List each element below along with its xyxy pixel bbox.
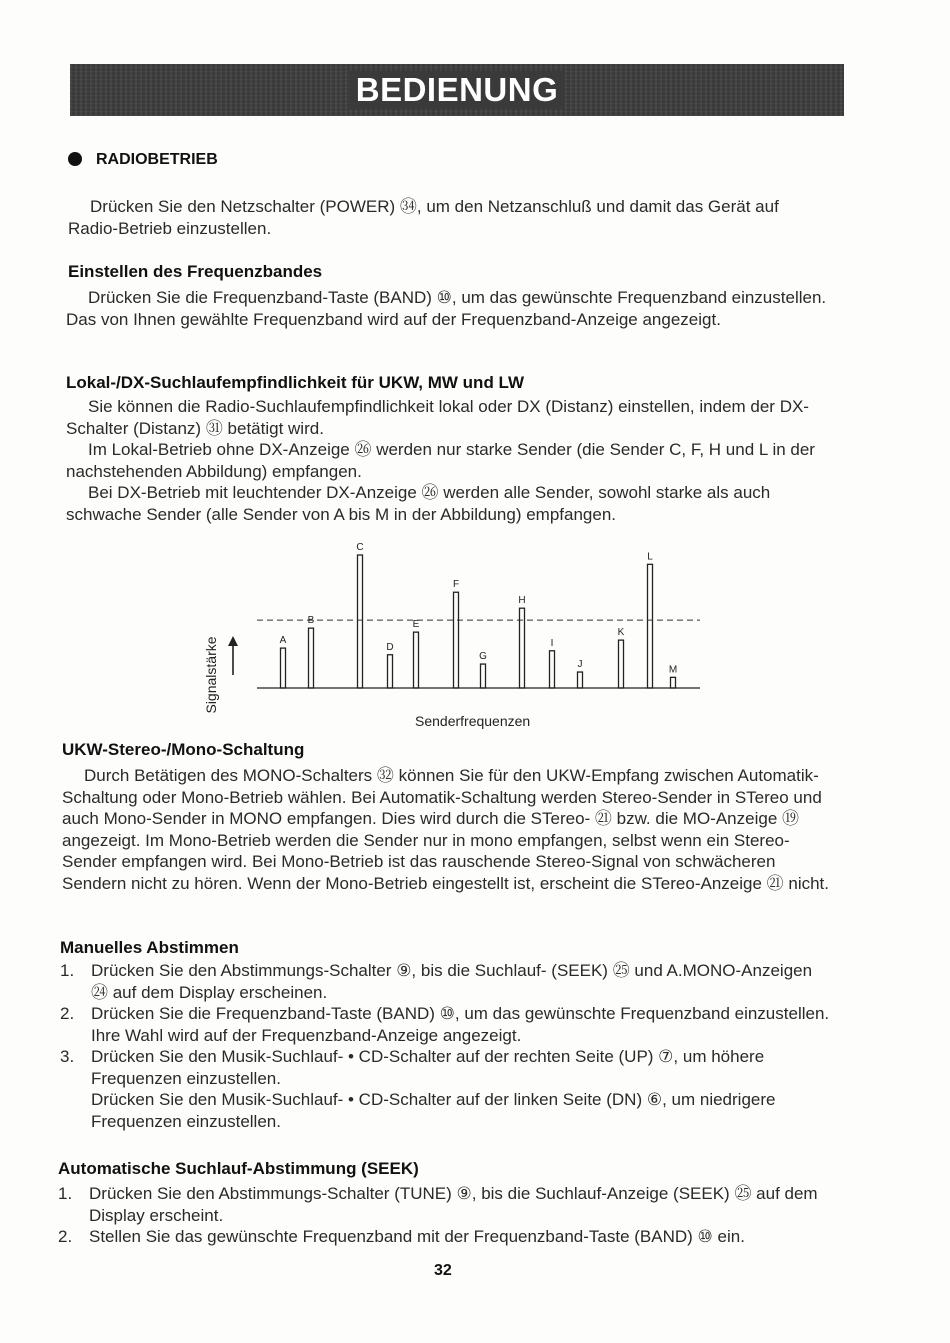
list-number: 2. xyxy=(60,1004,75,1023)
heading-stereo-mono: UKW-Stereo-/Mono-Schaltung xyxy=(62,740,305,759)
chart-bar-label-d: D xyxy=(386,641,394,653)
list-number: 3. xyxy=(60,1047,75,1066)
list-item xyxy=(58,1183,830,1226)
sensitivity-p3: Bei DX-Betrieb mit leuchtender DX-Anzeige ㉖ werden alle Sender, sowohl starke als auch schwache Sender (alle Sender von A bis M in der Abbildung) empfangen. xyxy=(66,483,771,524)
radio-intro: Drücken Sie den Netzschalter (POWER) ㉞, um den Netzanschluß und damit das Gerät auf Radio-Betrieb einzustellen. xyxy=(68,197,779,238)
chart-bar-label-k: K xyxy=(617,627,625,639)
heading-sensitivity: Lokal-/DX-Suchlaufempfindlichkeit für UKW, MW und LW xyxy=(66,373,525,392)
list-item xyxy=(58,1226,830,1248)
chart-bar-c xyxy=(358,555,363,688)
chart-x-axis-label: Senderfrequenzen xyxy=(415,713,531,729)
chart-bar-label-b: B xyxy=(307,615,315,627)
chart-bar-j xyxy=(578,672,583,688)
chart-bar-label-m: M xyxy=(668,664,678,676)
chart-bar-label-f: F xyxy=(452,579,460,591)
list-text: Stellen Sie das gewünschte Frequenzband mit der Frequenzband-Taste (BAND) ⑩ ein. xyxy=(89,1227,745,1246)
sensitivity-text xyxy=(66,396,838,525)
chart-bar-label-g: G xyxy=(479,651,487,663)
list-item xyxy=(60,1003,830,1046)
chart-bar-f xyxy=(454,592,459,688)
chart-bar-g xyxy=(481,664,486,688)
list-item xyxy=(60,960,830,1003)
chart-bar-label-l: L xyxy=(647,551,653,563)
chart-bar-label-h: H xyxy=(518,595,526,607)
page-number: 32 xyxy=(434,1262,452,1279)
list-item xyxy=(60,1046,830,1132)
list-text: Drücken Sie die Frequenzband-Taste (BAND) ⑩, um das gewünschte Frequenzband einzustellen. Ihre Wahl wird auf der Frequenzband-Anzeige angezeigt. xyxy=(91,1004,830,1045)
list-text: Drücken Sie den Abstimmungs-Schalter (TUNE) ⑨, bis die Suchlauf-Anzeige (SEEK) ㉕ auf dem Display erscheint. xyxy=(89,1184,818,1225)
chart-bar-i xyxy=(550,651,555,688)
sensitivity-p2: Im Lokal-Betrieb ohne DX-Anzeige ㉖ werden nur starke Sender (die Sender C, F, H und L in der nachstehenden Abbildung) empfangen. xyxy=(66,440,815,481)
list-number: 1. xyxy=(58,1184,73,1203)
stereo-text: Durch Betätigen des MONO-Schalters ㉜ können Sie für den UKW-Empfang zwischen Automatik-Schaltung oder Mono-Betrieb wählen. Bei Automatik-Schaltung werden Stereo-Sender in STereo und auch Mono-Sender in MONO empfangen. Dies wird durch die STereo- ㉑ bzw. die MO-Anzeige ⑲ angezeigt. Im Mono-Betrieb werden die Sender nur in mono empfangen, selbst wenn ein Stereo-Sender empfangen wird. Bei Mono-Betrieb ist das rauschende Stereo-Signal von schwächeren Sendern nicht zu hören. Wenn der Mono-Betrieb eingestellt ist, erscheint die STereo-Anzeige ㉑ nicht. xyxy=(62,766,829,893)
chart-bar-label-a: A xyxy=(279,635,287,647)
chart-bar-l xyxy=(648,564,653,688)
chart-bar-label-j: J xyxy=(577,659,583,671)
list-number: 1. xyxy=(60,961,75,980)
list-text: Drücken Sie den Musik-Suchlauf- • CD-Schalter auf der rechten Seite (UP) ⑦, um höhere Frequenzen einzustellen. xyxy=(91,1047,765,1088)
y-axis-arrowhead-icon xyxy=(228,636,238,646)
chart-bar-a xyxy=(281,648,286,688)
seek-list xyxy=(58,1183,830,1248)
chart-bar-label-i: I xyxy=(550,637,554,649)
chart-bar-label-c: C xyxy=(356,542,364,553)
page-title: BEDIENUNG xyxy=(350,71,565,109)
chart-bar-k xyxy=(619,640,624,688)
chart-bar-b xyxy=(309,628,314,688)
band-text: Drücken Sie die Frequenzband-Taste (BAND) ⑩, um das gewünschte Frequenzband einzustellen. Das von Ihnen gewählte Frequenzband wird auf der Frequenzband-Anzeige angezeigt. xyxy=(66,288,827,329)
section-title-radiobetrieb: RADIOBETRIEB xyxy=(96,151,218,168)
heading-manual-tuning: Manuelles Abstimmen xyxy=(60,938,239,957)
list-text: Drücken Sie den Abstimmungs-Schalter ⑨, bis die Suchlauf- (SEEK) ㉕ und A.MONO-Anzeigen ㉔ auf dem Display erscheinen. xyxy=(91,961,813,1002)
chart-bar-d xyxy=(388,655,393,688)
heading-frequency-band: Einstellen des Frequenzbandes xyxy=(68,262,323,281)
heading-seek: Automatische Suchlauf-Abstimmung (SEEK) xyxy=(58,1159,419,1178)
sensitivity-p1: Sie können die Radio-Suchlaufempfindlichkeit lokal oder DX (Distanz) einstellen, indem der DX-Schalter (Distanz) ㉛ betätigt wird. xyxy=(66,397,809,438)
signal-strength-chart xyxy=(195,533,715,738)
chart-bar-label-e: E xyxy=(412,619,420,631)
chart-bar-e xyxy=(414,632,419,688)
chart-bar-m xyxy=(671,677,676,688)
header-banner xyxy=(70,64,844,116)
list-number: 2. xyxy=(58,1227,73,1246)
manual-tuning-list xyxy=(60,960,830,1132)
list-text-continued: Drücken Sie den Musik-Suchlauf- • CD-Schalter auf der linken Seite (DN) ⑥, um niedrigere Frequenzen einzustellen. xyxy=(91,1090,776,1131)
chart-y-axis-label: Signalstärke xyxy=(203,636,219,714)
bullet-icon xyxy=(68,152,82,166)
